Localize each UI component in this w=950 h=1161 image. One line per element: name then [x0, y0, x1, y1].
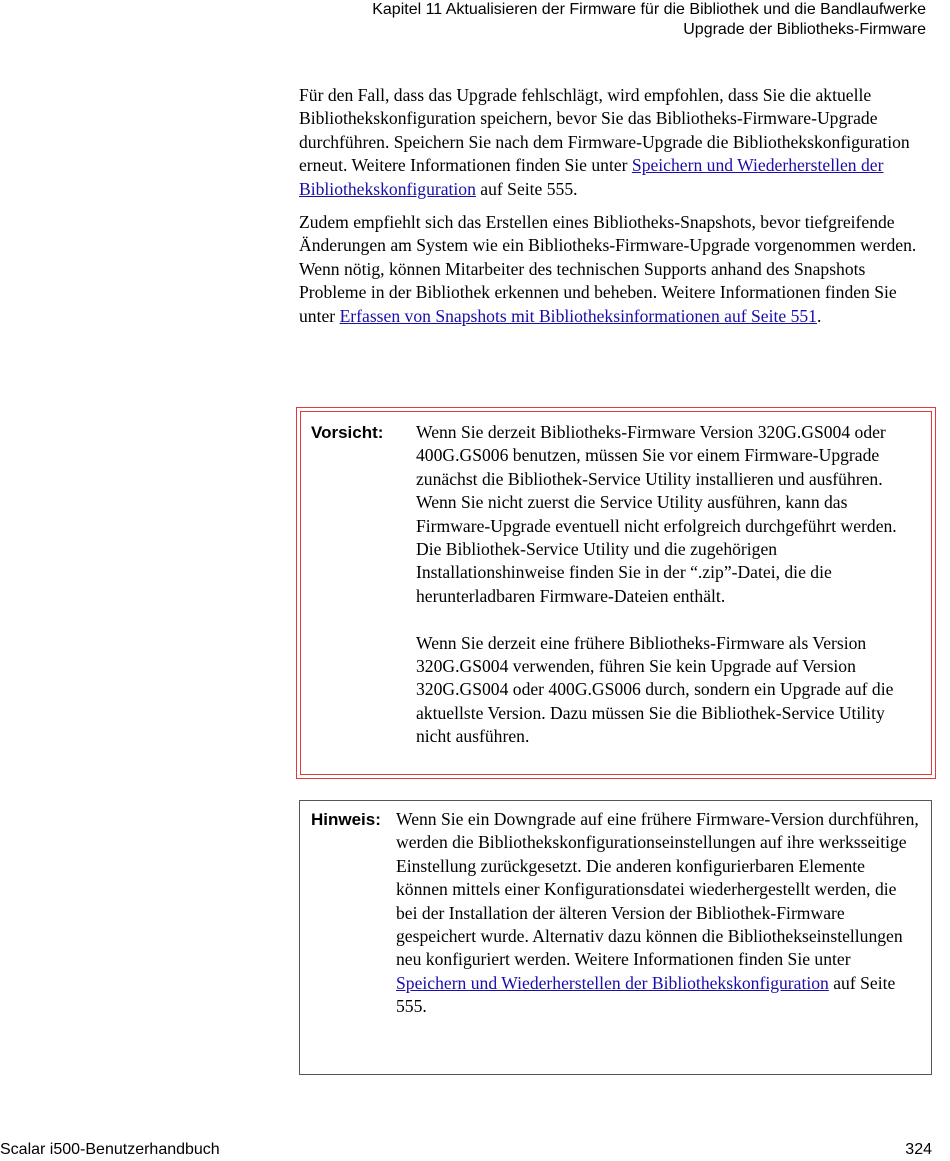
caution-paragraph: Wenn Sie derzeit Bibliotheks-Firmware Version 320G.GS004 oder 400G.GS006 benutzen, müssen Sie vor einem Firmware-Upgrade zunächst die Bibliothek-Service Utility installieren und ausführen. Wenn Sie nicht zuerst die Service Utility ausführen, kann das Firmware-Upgrade eventuell nicht erfolgreich durchgeführt werden. Die Bibliothek-Service Utility und die zugehörigen Installationshinweise finden Sie in der “.zip”-Datei, die die herunterladbaren Firmware-Dateien enthält. [416, 422, 897, 606]
link-capture-snapshots[interactable]: Erfassen von Snapshots mit Bibliotheksinformationen auf Seite 551 [339, 305, 817, 326]
caution-paragraph: Wenn Sie derzeit eine frühere Bibliotheks-Firmware als Version 320G.GS004 verwenden, führen Sie kein Upgrade auf Version 320G.GS004 oder 400G.GS006 durch, sondern ein Upgrade auf die aktuellste Version. Dazu müssen Sie die Bibliothek-Service Utility nicht ausführen. [416, 632, 894, 747]
link-save-restore-config[interactable]: Speichern und Wiederherstellen der Bibliothekskonfiguration [299, 155, 884, 199]
paragraph-text: Zudem empfiehlt sich das Erstellen eines Bibliotheks-Snapshots, bevor tiefgreifende Änderungen am System wie ein Bibliotheks-Firmware-Upgrade vorgenommen werden. Wenn nötig, können Mitarbeiter des technischen Supports anhand des Snapshots Probleme in der Bibliothek erkennen und beheben. Weitere Informationen finden Sie unter [299, 212, 917, 326]
note-text: auf Seite 555. [396, 972, 896, 1017]
caution-label: Vorsicht: [311, 423, 384, 442]
link-save-restore-config-note[interactable]: Speichern und Wiederherstellen der Bibliothekskonfiguration [396, 972, 829, 993]
caution-box-inner [300, 411, 932, 775]
page-footer [0, 1139, 950, 1161]
paragraph-text: auf Seite 555. [475, 178, 578, 199]
caution-body [416, 421, 924, 749]
main-content [299, 84, 931, 338]
section-title: Upgrade der Bibliotheks-Firmware [683, 21, 926, 38]
note-box [299, 800, 932, 1075]
page-number: 324 [905, 1141, 932, 1158]
caution-box [296, 407, 936, 779]
paragraph-text: Für den Fall, dass das Upgrade fehlschlägt, wird empfohlen, dass Sie die aktuelle Bibliothekskonfiguration speichern, bevor Sie das Bibliotheks-Firmware-Upgrade durchführen. Speichern Sie nach dem Firmware-Upgrade die Bibliothekskonfiguration erneut. Weitere Informationen finden Sie unter [299, 85, 910, 176]
note-paragraph [396, 808, 921, 1019]
note-text: Wenn Sie ein Downgrade auf eine frühere Firmware-Version durchführen, werden die Bibliothekskonfigurationseinstellungen auf ihre werksseitige Einstellung zurückgesetzt. Die anderen konfigurierbaren Elemente können mittels einer Konfigurationsdatei wiederhergestellt werden, die bei der Installation der älteren Version der Bibliothek-Firmware gespeichert wurde. Alternativ dazu können die Bibliothekseinstellungen neu konfiguriert werden. Weitere Informationen finden Sie unter [396, 809, 919, 970]
note-label: Hinweis: [311, 810, 381, 829]
note-body [396, 808, 921, 1019]
paragraph-backup [299, 84, 931, 201]
chapter-title: Kapitel 11 Aktualisieren der Firmware für die Bibliothek und die Bandlaufwerke [372, 1, 926, 18]
paragraph-snapshot [299, 211, 931, 328]
manual-title: Scalar i500-Benutzerhandbuch [0, 1141, 220, 1158]
page-header [372, 0, 926, 40]
paragraph-text: . [816, 305, 822, 326]
